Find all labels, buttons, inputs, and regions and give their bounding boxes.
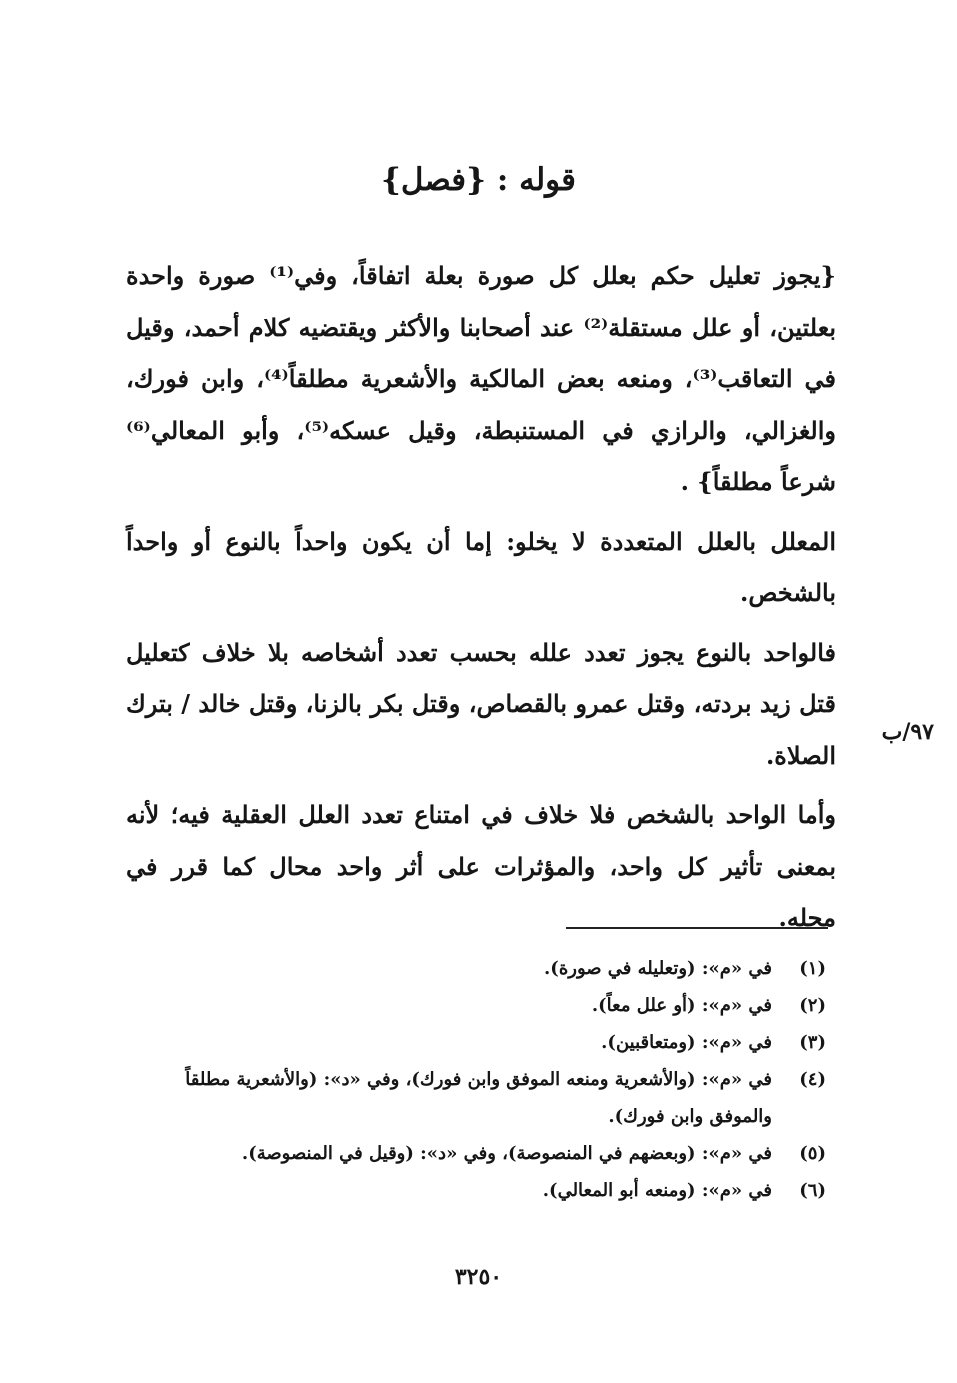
footnotes	[126, 950, 826, 1209]
main-text	[126, 250, 836, 952]
footnote-text: في «م»: (ومنعه أبو المعالي).	[542, 1180, 772, 1201]
manuscript-folio-marker: ٩٧/ب	[881, 719, 934, 745]
paragraph: فالواحد بالنوع يجوز تعدد علله بحسب تعدد أشخاصه بلا خلاف كتعليل قتل زيد بردته، وقتل عمرو بالقصاص، وقتل بكر بالزنا، وقتل خالد / بترك الصلاة.	[126, 637, 836, 770]
footnote	[126, 1172, 826, 1209]
footnote	[126, 1024, 826, 1061]
section-heading: قوله : {فصل}	[381, 162, 576, 198]
page-number: ٣٢٥٠	[454, 1264, 503, 1290]
footnote-number: (٥)	[799, 1143, 826, 1164]
footnote-number: (٣)	[799, 1032, 826, 1053]
paragraph: المعلل بالعلل المتعددة لا يخلو: إما أن يكون واحداً بالنوع أو واحداً بالشخص.	[126, 526, 836, 607]
footnote	[126, 950, 826, 987]
paragraph: وأما الواحد بالشخص فلا خلاف في امتناع تعدد العلل العقلية فيه؛ لأنه بمعنى تأثير كل واحد، والمؤثرات على أثر واحد محال كما قرر في محله.	[126, 800, 836, 932]
footnote-text: في «م»: (والأشعرية ومنعه الموفق وابن فورك)، وفي «د»: (والأشعرية مطلقاً والموفق وابن فورك).	[185, 1069, 772, 1127]
footnote-text: في «م»: (وتعليله في صورة).	[544, 958, 772, 979]
footnote	[126, 987, 826, 1024]
footnote-text: في «م»: (أو علل معاً).	[591, 995, 772, 1016]
footnote-separator	[566, 927, 828, 929]
paragraph: {يجوز تعليل حكم بعلل كل صورة بعلة اتفاقاً، وفي⁽¹⁾ صورة واحدة بعلتين، أو علل مستقلة⁽²⁾ عند أصحابنا والأكثر ويقتضيه كلام أحمد، وقيل في التعاقب⁽³⁾، ومنعه بعض المالكية والأشعرية مطلقاً⁽⁴⁾، وابن فورك، والغزالي، والرازي في المستنبطة، وقيل عسكه⁽⁵⁾، وأبو المعالي⁽⁶⁾ شرعاً مطلقاً} .	[126, 261, 837, 496]
footnote	[126, 1135, 826, 1172]
footnote-number: (٢)	[799, 995, 826, 1016]
footnote-text: في «م»: (ومتعاقبين).	[601, 1032, 772, 1053]
footnote-text: في «م»: (وبعضهم في المنصوصة)، وفي «د»: (وقيل في المنصوصة).	[241, 1143, 772, 1164]
footnote-number: (٤)	[799, 1069, 826, 1090]
footnote	[126, 1061, 826, 1135]
footnote-number: (٦)	[799, 1180, 826, 1201]
footnote-number: (١)	[799, 958, 826, 979]
